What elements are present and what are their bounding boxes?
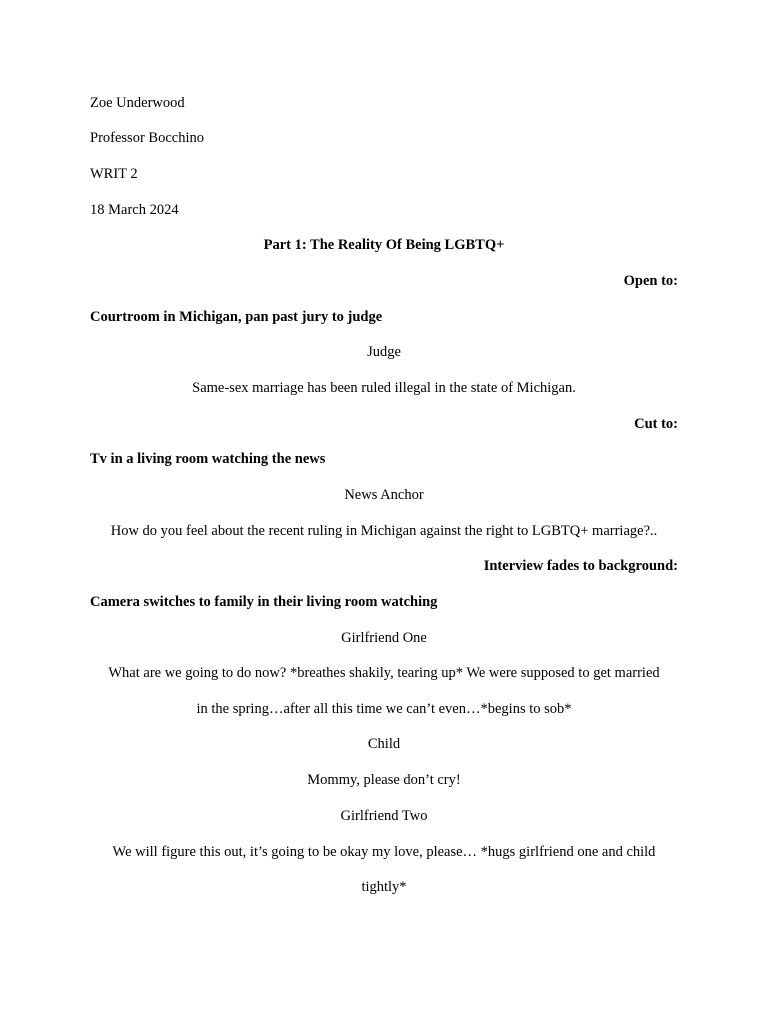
dialogue-girlfriend-one-line2: in the spring…after all this time we can’t even…*begins to sob* [196,701,572,717]
transition-interview-fades: Interview fades to background: [483,558,678,574]
transition-cut-to: Cut to: [634,416,678,432]
professor-name: Professor Bocchino [90,130,204,146]
dialogue-girlfriend-two-line1: We will figure this out, it’s going to be okay my love, please… *hugs girlfriend one and child [112,844,656,860]
speaker-girlfriend-two: Girlfriend Two [340,808,428,824]
dialogue-child: Mommy, please don’t cry! [307,772,461,788]
scene-heading-family: Camera switches to family in their living room watching [90,594,438,610]
document-title: Part 1: The Reality Of Being LGBTQ+ [263,237,505,253]
author-name: Zoe Underwood [90,95,185,111]
transition-open-to: Open to: [623,273,678,289]
course-name: WRIT 2 [90,166,138,182]
scene-heading-living-room: Tv in a living room watching the news [90,451,326,467]
speaker-judge: Judge [367,344,401,360]
speaker-news-anchor: News Anchor [344,487,424,503]
dialogue-news-anchor: How do you feel about the recent ruling in Michigan against the right to LGBTQ+ marriage?.. [110,523,658,539]
dialogue-girlfriend-one-line1: What are we going to do now? *breathes shakily, tearing up* We were supposed to get married [108,665,660,681]
dialogue-judge: Same-sex marriage has been ruled illegal in the state of Michigan. [192,380,576,396]
scene-heading-courtroom: Courtroom in Michigan, pan past jury to judge [90,309,383,325]
dialogue-girlfriend-two-line2: tightly* [361,879,407,895]
speaker-child: Child [367,736,401,752]
speaker-girlfriend-one: Girlfriend One [341,630,427,646]
date: 18 March 2024 [90,202,179,218]
